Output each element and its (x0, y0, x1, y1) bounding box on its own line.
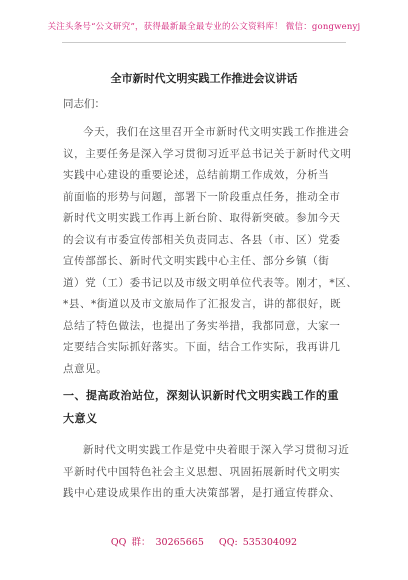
opening-paragraph (63, 122, 358, 380)
document-title: 全市新时代文明实践工作推进会议讲话 (110, 72, 298, 85)
paragraph-line: 新时代文明实践工作是党中央着眼于深入学习贯彻习近 (83, 444, 350, 456)
paragraph-line: 践中心建设成果作出的重大决策部署，是打通宣传群众、 (63, 487, 341, 499)
paragraph-line: 道）党（工）委书记以及市级文明单位代表等。刚才，*区、 (63, 276, 358, 289)
paragraph-line: 点意见。 (63, 362, 108, 375)
paragraph-line: 定要结合实际抓好落实。下面，结合工作实际，我再讲几 (63, 341, 341, 353)
heading-line: 大意义 (63, 412, 98, 425)
qq-group-number: QQ 群： 30265665 (110, 537, 204, 548)
paragraph-line: 实践中心建设的重要论述，总结前期工作成效，分析当 (63, 169, 330, 181)
paragraph-line: 宣传部部长、新时代文明实践中心主任、部分乡镇（街 (63, 255, 330, 267)
paragraph-line: 平新时代中国特色社会主义思想、巩固拓展新时代文明实 (63, 465, 341, 478)
qq-number: QQ: 535304092 (218, 537, 298, 548)
paragraph-line: 前面临的形势与问题，部署下一阶段重点任务，推动全市 (63, 190, 341, 203)
paragraph-line: 议，主要任务是深入学习贯彻习近平总书记关于新时代文明 (63, 147, 352, 160)
header-notice: 关注头条号“公文研究”，获得最新最全最专业的公文资料库！ 微信：gongwenyj (47, 22, 361, 32)
footer-contact (0, 534, 408, 548)
paragraph-line: 今天，我们在这里召开全市新时代文明实践工作推进会 (83, 126, 350, 138)
heading-line: 一、提高政治站位，深刻认识新时代文明实践工作的重 (63, 389, 339, 402)
salutation: 同志们： (63, 98, 105, 110)
section-paragraph (63, 440, 349, 505)
paragraph-line: 的会议有市委宣传部相关负责同志、各县（市、区）党委 (63, 233, 341, 246)
paragraph-line: *县、*街道以及市文旅局作了汇报发言，讲的都很好，既 (63, 298, 342, 310)
paragraph-line: 总结了特色做法，也提出了务实举措，我都同意，大家一 (63, 319, 341, 332)
section-heading (63, 384, 349, 430)
header-divider (62, 42, 346, 43)
paragraph-line: 新时代文明实践工作再上新台阶、取得新突破。参加今天 (63, 212, 341, 224)
